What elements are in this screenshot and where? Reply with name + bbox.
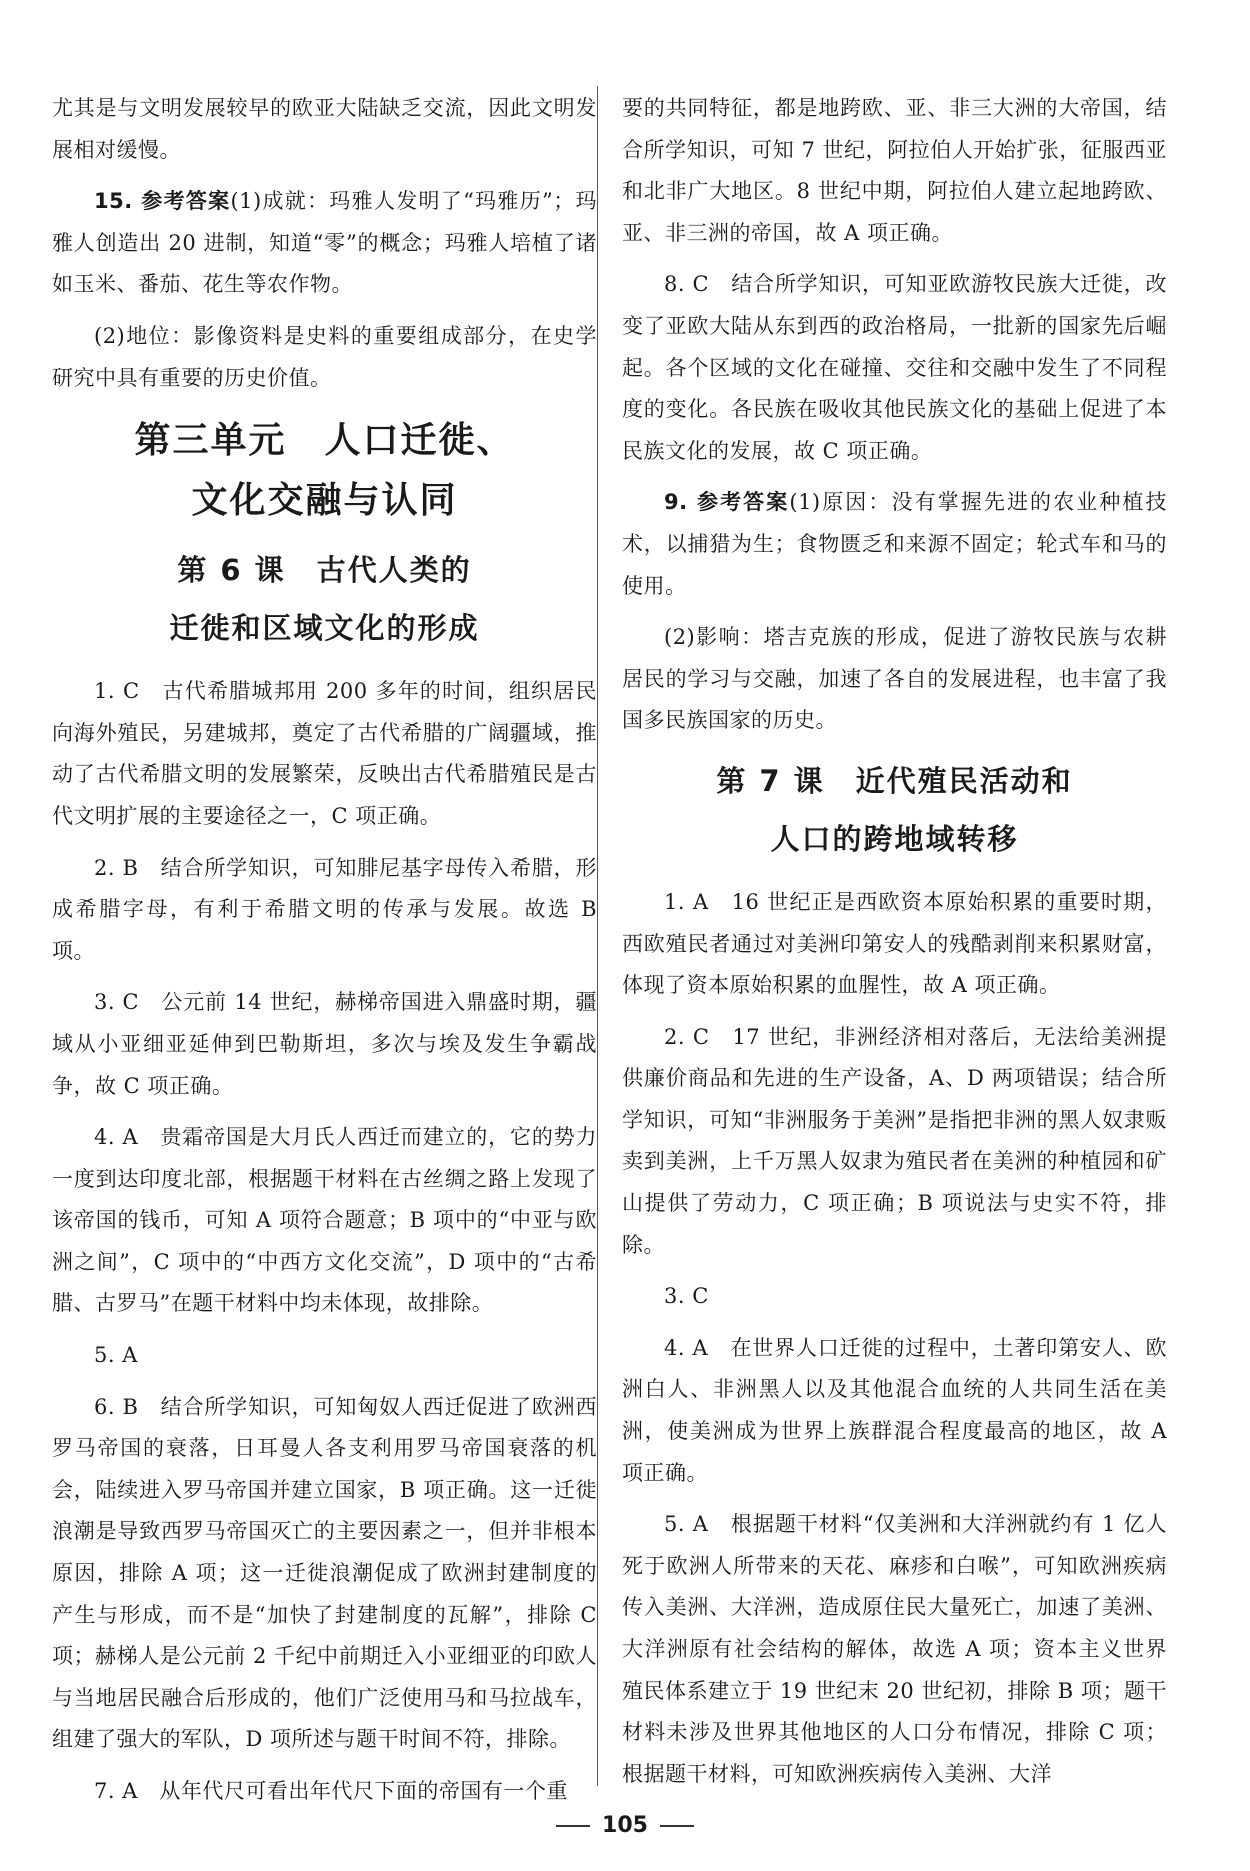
answer-item <box>622 1504 1167 1795</box>
answer-label: 1. A <box>664 889 709 914</box>
left-column <box>52 88 597 1823</box>
lesson-title <box>52 541 597 657</box>
answer-item <box>52 671 597 837</box>
answer-text: 从年代尺可看出年代尺下面的帝国有一个重 <box>159 1779 568 1803</box>
dash-right <box>660 1825 694 1827</box>
unit-title-line: 第三单元 人口迁徙、 <box>134 420 515 462</box>
answer-label: 5. A <box>94 1343 138 1368</box>
answer-label: 7. A <box>94 1779 138 1803</box>
lesson-title-line: 第 6 课 古代人类的 <box>177 553 472 588</box>
answer-label: 6. B <box>94 1394 139 1419</box>
answer-text: 16 世纪正是西欧资本原始积累的重要时期，西欧殖民者通过对美洲印第安人的残酷剥削来积累财富，体现了资本原始积累的血腥性，故 A 项正确。 <box>622 889 1167 998</box>
answer-item <box>52 1387 597 1761</box>
answer-item <box>622 1017 1167 1267</box>
answer-label: 2. B <box>94 855 139 880</box>
answer-text: 结合所学知识，可知匈奴人西迁促进了欧洲西罗马帝国的衰落，日耳曼人各支利用罗马帝国衰落的机会，陆续进入罗马帝国并建立国家，B 项正确。这一迁徙浪潮是导致西罗马帝国灭亡的主要因素之一，但并非根本原因，排除 A 项；这一迁徙浪潮促成了欧洲封建制度的产生与形成，而不是“加快了封建制度的瓦解”，排除 C 项；赫梯人是公元前 2 千纪中前期迁入小亚细亚的印欧人与当地居民融合后形成的，他们广泛使用马和马拉战车，组建了强大的军队，D 项所述与题干时间不符，排除。 <box>52 1394 597 1752</box>
answer-label: 1. C <box>94 679 140 704</box>
answer-label: 4. A <box>664 1335 709 1360</box>
answer-item <box>622 264 1167 472</box>
answer-text: (1)原因：没有掌握先进的农业种植技术，以捕猎为生；食物匮乏和来源不固定；轮式车和马的使用。 <box>622 490 1168 598</box>
paragraph: 要的共同特征，都是地跨欧、亚、非三大洲的大帝国，结合所学知识，可知 7 世纪，阿拉伯人开始扩张，征服西亚和北非广大地区。8 世纪中期，阿拉伯人建立起地跨欧、亚、非三洲的帝国，故 A 项正确。 <box>622 96 1167 245</box>
dash-left <box>556 1825 590 1827</box>
answer-text: 贵霜帝国是大月氏人西迁而建立的，它的势力一度到达印度北部，根据题干材料在古丝绸之路上发现了该帝国的钱币，可知 A 项符合题意；B 项中的“中亚与欧洲之间”，C 项中的“中西方文化交流”，D 项中的“古希腊、古罗马”在题干材料中均未体现，故排除。 <box>52 1125 598 1316</box>
paragraph: (2)地位：影像资料是史料的重要组成部分，在史学研究中具有重要的历史价值。 <box>52 323 597 390</box>
paragraph: (2)影响：塔吉克族的形成，促进了游牧民族与农耕居民的学习与交融，加速了各自的发展进程，也丰富了我国多民族国家的历史。 <box>622 625 1167 733</box>
lesson-title-line: 第 7 课 近代殖民活动和 <box>716 763 1073 798</box>
page-number <box>0 1813 1250 1838</box>
answer-item <box>52 848 597 973</box>
answer-text: (1)成就：玛雅人发明了“玛雅历”；玛雅人创造出 20 进制，知道“零”的概念；玛雅人培植了诸如玉米、番茄、花生等农作物。 <box>52 189 598 297</box>
answer-label: 9. 参考答案 <box>664 490 790 515</box>
paragraph: 尤其是与文明发展较早的欧亚大陆缺乏交流，因此文明发展相对缓慢。 <box>52 96 597 162</box>
lesson-title-line: 迁徙和区域文化的形成 <box>169 611 480 646</box>
answer-text: 结合所学知识，可知亚欧游牧民族大迁徙，改变了亚欧大陆从东到西的政治格局，一批新的国家先后崛起。各个区域的文化在碰撞、交往和交融中发生了不同程度的变化。各民族在吸收其他民族文化的基础上促进了本民族文化的发展，故 C 项正确。 <box>622 272 1168 463</box>
lesson-title-line: 人口的跨地域转移 <box>770 821 1019 856</box>
answer-item <box>52 1335 597 1377</box>
answer-item <box>52 1771 597 1813</box>
answer-item <box>622 882 1167 1007</box>
right-column <box>622 88 1167 1805</box>
answer-label: 2. C <box>664 1024 710 1049</box>
answer-label: 8. C <box>664 272 710 297</box>
unit-title-line: 文化交融与认同 <box>191 480 458 522</box>
answer-label: 3. C <box>664 1284 709 1309</box>
answer-text: 古代希腊城邦用 200 多年的时间，组织居民向海外殖民，另建城邦，奠定了古代希腊的广阔疆域，推动了古代希腊文明的发展繁荣，反映出古代希腊殖民是古代文明扩展的主要途径之一，C 项正确。 <box>52 679 598 828</box>
answer-text: 17 世纪，非洲经济相对落后，无法给美洲提供廉价商品和先进的生产设备，A、D 两项错误；结合所学知识，可知“非洲服务于美洲”是指把非洲的黑人奴隶贩卖到美洲，上千万黑人奴隶为殖民者在美洲的种植园和矿山提供了劳动力，C 项正确；B 项说法与史实不符，排除。 <box>622 1024 1168 1257</box>
answer-label: 4. A <box>94 1125 139 1150</box>
unit-title <box>52 411 597 531</box>
answer-item <box>52 1117 597 1325</box>
answer-text: 公元前 14 世纪，赫梯帝国进入鼎盛时期，疆域从小亚细亚延伸到巴勒斯坦，多次与埃及发生争霸战争，故 C 项正确。 <box>52 990 598 1098</box>
answer-text: 结合所学知识，可知腓尼基字母传入希腊，形成希腊字母，有利于希腊文明的传承与发展。故选 B 项。 <box>52 855 597 963</box>
answer-label: 5. A <box>664 1512 709 1537</box>
answer-text: 根据题干材料“仅美洲和大洋洲就约有 1 亿人死于欧洲人所带来的天花、麻疹和白喉”，可知欧洲疾病传入美洲、大洋洲，造成原住民大量死亡，加速了美洲、大洋洲原有社会结构的解体，故选 A 项；资本主义世界殖民体系建立于 19 世纪末 20 世纪初，排除 B 项；题干材料未涉及世界其他地区的人口分布情况，排除 C 项；根据题干材料，可知欧洲疾病传入美洲、大洋 <box>622 1512 1168 1786</box>
answer-label: 15. 参考答案 <box>94 189 231 214</box>
answer-15 <box>52 181 597 306</box>
lesson-title <box>622 752 1167 868</box>
page-number-text: 105 <box>602 1813 648 1838</box>
answer-item <box>52 982 597 1107</box>
answer-9 <box>622 482 1167 607</box>
answer-item <box>622 1276 1167 1318</box>
answer-text: 在世界人口迁徙的过程中，土著印第安人、欧洲白人、非洲黑人以及其他混合血统的人共同生活在美洲，使美洲成为世界上族群混合程度最高的地区，故 A 项正确。 <box>622 1335 1168 1485</box>
column-divider <box>597 86 598 1786</box>
answer-label: 3. C <box>94 990 140 1015</box>
answer-item <box>622 1328 1167 1494</box>
